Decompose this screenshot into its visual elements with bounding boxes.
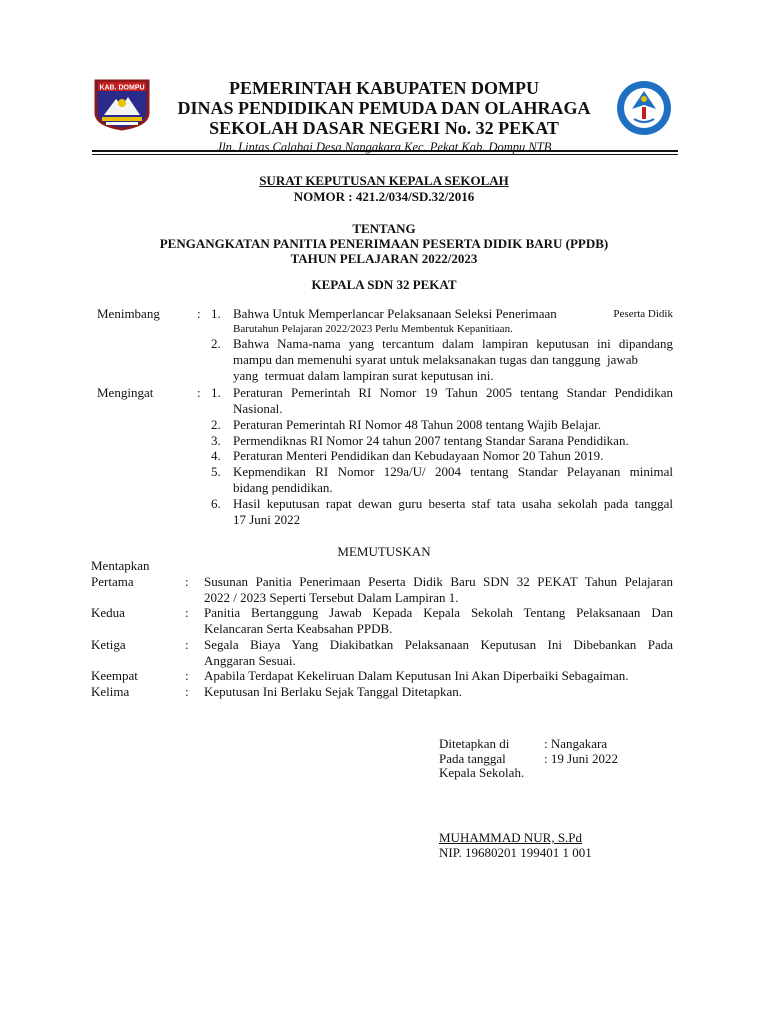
mengingat-item-3: Permendiknas RI Nomor 24 tahun 2007 tentang Standar Sarana Pendidikan. bbox=[233, 433, 629, 448]
decision-ketiga-line-2: Anggaran Sesuai. bbox=[204, 653, 296, 668]
letterhead bbox=[0, 78, 768, 155]
mengingat-item-1 bbox=[233, 385, 673, 417]
issuer-heading: KEPALA SDN 32 PEKAT bbox=[311, 277, 457, 292]
mengingat-num: 5. bbox=[211, 464, 221, 479]
decision-colon: : bbox=[185, 574, 189, 589]
menimbang-item-1-line-1 bbox=[233, 306, 673, 322]
letterhead-line-1: PEMERINTAH KABUPATEN DOMPU bbox=[229, 78, 539, 98]
memutuskan-heading: MEMUTUSKAN bbox=[337, 544, 431, 559]
decision-colon: : bbox=[185, 605, 189, 620]
decision-pertama-line-1: Susunan Panitia Penerimaan Peserta Didik Baru SDN 32 PEKAT Tahun Pelajaran bbox=[204, 574, 673, 589]
decision-label-kelima: Kelima bbox=[91, 684, 130, 699]
mengingat-item-5 bbox=[233, 464, 673, 496]
mengingat-colon: : bbox=[197, 385, 201, 400]
date-value: : 19 Juni 2022 bbox=[544, 751, 619, 766]
mengingat-item-6-line-1: Hasil keputusan rapat dewan guru beserta staf tata usaha sekolah pada tanggal bbox=[233, 496, 673, 511]
mengingat-num: 3. bbox=[211, 433, 221, 448]
date-label: Pada tanggal bbox=[439, 751, 506, 766]
menimbang-num: 1. bbox=[211, 306, 221, 321]
signatory-name: MUHAMMAD NUR, S.Pd bbox=[439, 830, 583, 845]
subject-line-2: TAHUN PELAJARAN 2022/2023 bbox=[290, 251, 478, 266]
mengingat-item-1-line-2: Nasional. bbox=[233, 401, 283, 416]
subject-line-1: PENGANGKATAN PANITIA PENERIMAAN PESERTA DIDIK BARU (PPDB) bbox=[159, 236, 609, 251]
menimbang-item-2-line-2: mampu dan memenuhi syarat untuk melaksanakan tugas dan tanggung jawab bbox=[233, 352, 639, 367]
decision-colon: : bbox=[185, 668, 189, 683]
menimbang-item-1-text-b: Peserta Didik bbox=[613, 308, 673, 320]
decision-label-kedua: Kedua bbox=[91, 605, 125, 620]
decision-kedua-line-2: Kelancaran Serta Keabsahan PPDB. bbox=[204, 621, 393, 636]
mengingat-num: 1. bbox=[211, 385, 221, 400]
mengingat-item-2: Peraturan Pemerintah RI Nomor 48 Tahun 2008 tentang Wajib Belajar. bbox=[233, 417, 601, 432]
decision-label-ketiga: Ketiga bbox=[91, 637, 126, 652]
mengingat-num: 4. bbox=[211, 448, 221, 463]
mengingat-item-5-line-2: bidang pendidikan. bbox=[233, 480, 333, 495]
menimbang-item-2 bbox=[233, 336, 673, 384]
mengingat-item-5-line-1: Kepmendikan RI Nomor 129a/U/ 2004 tentang Standar Pelayanan minimal bbox=[233, 464, 673, 479]
decision-text-kedua bbox=[204, 605, 673, 637]
mengingat-label: Mengingat bbox=[97, 385, 154, 400]
signatory-nip: NIP. 19680201 199401 1 001 bbox=[439, 845, 592, 860]
decision-kedua-line-1: Panitia Bertanggung Jawab Kepada Kepala Sekolah Tentang Pelaksanaan Dan bbox=[204, 605, 673, 620]
tentang-heading: TENTANG bbox=[352, 221, 416, 236]
decree-title: SURAT KEPUTUSAN KEPALA SEKOLAH bbox=[259, 173, 509, 188]
mengingat-num: 6. bbox=[211, 496, 221, 511]
menimbang-item-2-line-3: yang termuat dalam lampiran surat keputusan ini. bbox=[233, 368, 494, 383]
menimbang-num: 2. bbox=[211, 336, 221, 351]
menimbang-item-2-line-1: Bahwa Nama-nama yang tercantum dalam lampiran keputusan ini dipandang bbox=[233, 336, 673, 351]
place-value: : Nangakara bbox=[544, 736, 608, 751]
decree-number: NOMOR : 421.2/034/SD.32/2016 bbox=[293, 189, 475, 204]
mentapkan-label: Mentapkan bbox=[91, 558, 150, 573]
mengingat-item-1-line-1: Peraturan Pemerintah RI Nomor 19 Tahun 2005 tentang Standar Pendidikan bbox=[233, 385, 673, 400]
decision-text-ketiga bbox=[204, 637, 673, 669]
school-address: Jln. Lintas Calabai Desa Nangakara Kec. Pekat Kab. Dompu NTB bbox=[216, 140, 552, 154]
mengingat-item-4: Peraturan Menteri Pendidikan dan Kebudayaan Nomor 20 Tahun 2019. bbox=[233, 448, 604, 463]
decision-label-keempat: Keempat bbox=[91, 668, 138, 683]
signatory-role: Kepala Sekolah. bbox=[439, 765, 525, 780]
letterhead-line-2: DINAS PENDIDIKAN PEMUDA DAN OLAHRAGA bbox=[177, 98, 591, 118]
menimbang-colon: : bbox=[197, 306, 201, 321]
decision-colon: : bbox=[185, 684, 189, 699]
decision-ketiga-line-1: Segala Biaya Yang Diakibatkan Pelaksanaan Keputusan Ini Dibebankan Pada bbox=[204, 637, 673, 652]
place-label: Ditetapkan di bbox=[439, 736, 510, 751]
svg-text:KAB. DOMPU: KAB. DOMPU bbox=[99, 84, 145, 92]
decision-colon: : bbox=[185, 637, 189, 652]
decision-label-pertama: Pertama bbox=[91, 574, 134, 589]
letterhead-rule-thick bbox=[92, 150, 678, 152]
decision-pertama-line-2: 2022 / 2023 Seperti Tersebut Dalam Lampiran 1. bbox=[204, 590, 459, 605]
decision-text-kelima: Keputusan Ini Berlaku Sejak Tanggal Ditetapkan. bbox=[204, 684, 463, 699]
decision-text-keempat: Apabila Terdapat Kekeliruan Dalam Keputusan Ini Akan Diperbaiki Sebagaiman. bbox=[204, 668, 629, 683]
mengingat-item-6 bbox=[233, 496, 673, 528]
letterhead-rule-thin bbox=[92, 154, 678, 155]
menimbang-item-1-text-a: Bahwa Untuk Memperlancar Pelaksanaan Seleksi Penerimaan bbox=[233, 306, 557, 321]
mengingat-item-6-line-2: 17 Juni 2022 bbox=[233, 512, 301, 527]
menimbang-label: Menimbang bbox=[97, 306, 160, 321]
decision-text-pertama bbox=[204, 574, 673, 606]
mengingat-num: 2. bbox=[211, 417, 221, 432]
letterhead-line-3: SEKOLAH DASAR NEGERI No. 32 PEKAT bbox=[209, 118, 559, 138]
menimbang-item-1-line-2: Barutahun Pelajaran 2022/2023 Perlu Membentuk Kepanitiaan. bbox=[233, 323, 513, 335]
